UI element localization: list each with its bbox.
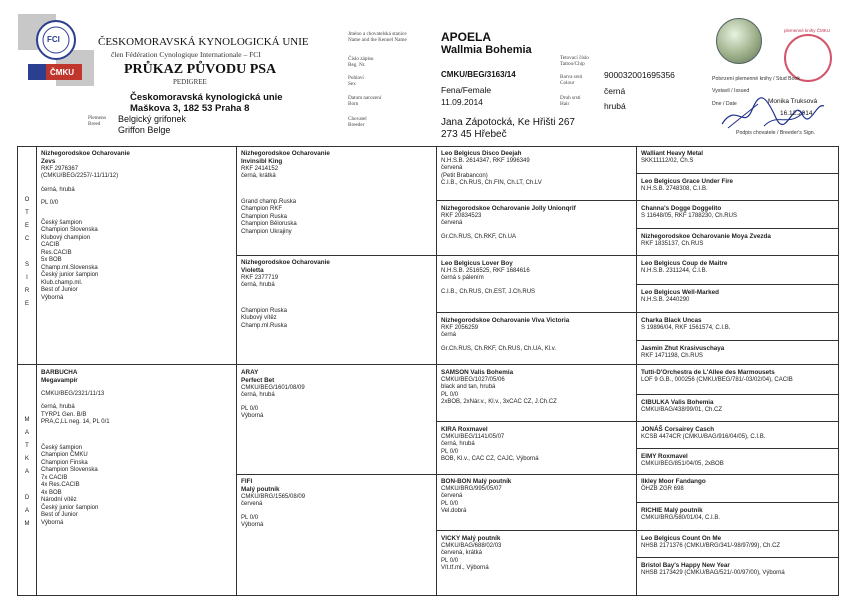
dog-info-line: NHSB 2171376 (CMKU/BRG/341/-98/97/99), Ch.CZ [641, 542, 781, 549]
dog-name: BON-BON Malý poutník [441, 478, 512, 485]
row-divider-gen4-4 [636, 340, 839, 341]
row-divider-gen4-6 [636, 448, 839, 449]
dog-info-line: N.H.S.B. 2311244, C.I.B. [641, 267, 708, 274]
dog-name: FIFI [241, 478, 253, 485]
dog-info-line: Výborná [241, 413, 264, 420]
chip-number: 900032001695356 [604, 70, 675, 80]
dog-info-line: Res.CACIB [41, 249, 72, 256]
dog-info-line: CMKU/BEG/2321/11/13 [41, 390, 105, 397]
dog-info-line: černá, hrubá [241, 392, 275, 399]
dog-info-line: Klubový vítěz [241, 315, 277, 322]
dog-info-line: RKF 2377719 [241, 274, 279, 281]
dog-info-line: červená [441, 493, 463, 500]
gen3-cell [441, 260, 535, 296]
dog-name: Channa's Dogge Doggelito [641, 205, 722, 212]
dog-info-line: Vel.dobrá [441, 508, 467, 515]
sex-label-en: Sex [348, 81, 356, 87]
dog-info-line: Národní vítěz [41, 497, 77, 504]
dog-info-line: 4x BOB [41, 489, 62, 496]
dog-name: Leo Belgicus Grace Under Fire [641, 178, 734, 185]
sex-label: Pohlaví [348, 75, 364, 81]
dog-name-line2: Zevs [41, 157, 56, 165]
gen4-cell [641, 507, 720, 522]
colour-label: Barva srsti [560, 74, 583, 80]
dog-name: BARBUCHA [41, 369, 78, 376]
dog-info-line: černá s pálením [441, 275, 484, 282]
logo-text-fci: FCI [47, 35, 60, 44]
dog-info-line: PL 0/0 [241, 514, 259, 521]
dog-info-line: Champion Ukrajiny [241, 228, 292, 235]
dog-info-line: C.I.B., Ch.RUS, Ch.FIN, Ch.LT, Ch.LV [441, 180, 542, 187]
row-divider-half [17, 364, 839, 365]
side-letter: S [24, 262, 29, 268]
row-divider-gen4-7 [636, 502, 839, 503]
grandsire-paternal-cell [241, 150, 330, 236]
dog-info-line: PL 0/0 [441, 391, 459, 398]
dog-name: Nizhegorodskoe Ocharovanie [241, 150, 330, 157]
dog-info-line: CMKU/BEG/851/04/05, 2xBOB [641, 460, 724, 467]
dog-info-line: Champion Slovenska [41, 227, 98, 234]
dog-name: JONÁŠ Corsairey Casch [641, 426, 715, 433]
side-letter: O [24, 197, 30, 203]
dog-name: Nizhegorodskoe Ocharovanie [241, 259, 330, 266]
col-divider-1 [36, 146, 37, 596]
dog-info-line: Champion Slovenska [41, 467, 98, 474]
dog-name: Nizhegorodskoe Ocharovanie Viva Victoria [441, 317, 570, 324]
date-label: Dne / Date [712, 101, 737, 107]
gen4-cell [641, 233, 771, 248]
col-divider-4 [636, 146, 637, 596]
dog-info-line: 7x CACIB [41, 474, 68, 481]
dog-info-line: TYRP1 Gen. B/B [41, 411, 87, 418]
dog-info-line: 4x Res.CACIB [41, 482, 80, 489]
hair-label: Druh srsti [560, 95, 581, 101]
born-value: 11.09.2014 [441, 97, 483, 107]
dog-info-line: N.H.S.B. 2614347, RKF 1996349 [441, 157, 530, 164]
dog-info-line: Grand champ.Ruska [241, 198, 297, 205]
gen4-cell [641, 317, 730, 332]
gen4-cell [641, 205, 737, 220]
gen3-cell [441, 426, 539, 464]
dog-name: VICKY Malý poutník [441, 535, 501, 542]
reg-label: Číslo zápisu [348, 56, 374, 62]
row-divider-gen4-3 [636, 284, 839, 285]
row-divider-gen4-8 [636, 557, 839, 558]
side-letter: I [26, 275, 28, 281]
breeder-line2: 273 45 Hřebeč [441, 129, 507, 140]
row-divider-gen3-1 [436, 200, 839, 201]
breeder-label-en: Breeder [348, 122, 365, 128]
dog-info-line: CACIB [41, 242, 60, 249]
dog-info-line: CMKU/BEG/1601/08/09 [241, 384, 305, 391]
gen4-cell [641, 150, 703, 165]
seal-text: plemenné knihy ČMKU [784, 28, 831, 33]
dog-info-line: CMKU/BRG/1565/08/09 [241, 493, 306, 500]
dog-info-line: S 19896/04, RKF 1561574, C.I.B. [641, 324, 731, 331]
issuer-name: Českomoravská kynologická unie [130, 92, 283, 103]
dog-info-line: Český šampion [41, 219, 83, 226]
gen4-cell [641, 426, 765, 441]
breeder-line1: Jana Zápotocká, Ke Hřišti 267 [441, 117, 575, 128]
dog-name: Leo Belgicus Lover Boy [441, 260, 513, 267]
dog-info-line: RKF 20834523 [441, 212, 482, 219]
dog-info-line: PL 0/0 [241, 405, 259, 412]
dog-info-line: Český junior šampion [41, 504, 99, 511]
dam-cell [41, 369, 110, 527]
dog-info-line: Klub.champ.ml. [41, 279, 83, 286]
signature-label: Podpis chovatele / Breeder's Sign. [736, 130, 816, 136]
signature-icon [718, 92, 828, 132]
dog-info-line: Výborná [41, 519, 64, 526]
dog-info-line: Klubový champion [41, 234, 91, 241]
dog-info-line: černá, krátká [241, 173, 276, 180]
dog-info-line: červená, krátká [441, 550, 483, 557]
dog-info-line: (CMKU/BEG/2257/-11/11/12) [41, 173, 119, 180]
row-divider-gen4-5 [636, 394, 839, 395]
dog-info-line: (Petit Brabancon) [441, 172, 488, 179]
gen4-cell [641, 562, 785, 577]
dog-info-line: černá, hrubá [441, 441, 475, 448]
dog-info-line: Český šampion [41, 444, 83, 451]
dog-info-line: Champion Běloruska [241, 221, 297, 228]
dog-info-line: ÖHZB ZGR 698 [641, 485, 684, 492]
plemeno-label-en: Breed [88, 121, 101, 127]
doc-subtitle: PEDIGREE [173, 78, 207, 86]
dog-info-line: černá, hrubá [241, 282, 275, 289]
issuer-address: Maškova 3, 182 53 Praha 8 [130, 103, 250, 114]
gen4-cell [641, 453, 724, 468]
dog-name-line2: Megavampír [41, 376, 78, 384]
dog-name: Nizhegorodskoe Ocharovanie Moya Zvezda [641, 233, 771, 240]
dog-info-line: CMKU/BEG/1027/05/06 [441, 376, 505, 383]
gen3-cell [441, 317, 569, 353]
dog-info-line: S 11648/05, RKF 1788230, Ch.RUS [641, 212, 737, 219]
dog-info-line: CMKU/BRG/580/01/04, C.I.B. [641, 514, 721, 521]
row-divider-gen4-1 [636, 173, 839, 174]
dog-info-line: červená [441, 220, 463, 227]
dog-info-line: CMKU/BEG/1141/05/07 [441, 433, 505, 440]
dog-info-line: BOB, Kl.v., CAC CZ, CAJC, Výborná [441, 456, 539, 463]
name-label: Jméno a chovatelská stanice [348, 31, 407, 37]
grandsire-maternal-cell [241, 369, 305, 421]
dog-name: ARAY [241, 369, 259, 376]
side-letter: T [25, 210, 29, 216]
dog-name: Walliant Heavy Metal [641, 150, 704, 157]
dog-name: Leo Belgicus Well-Marked [641, 289, 719, 296]
dog-info-line: červená [241, 501, 263, 508]
dog-info-line: RKF 2056259 [441, 324, 479, 331]
dog-info-line: N.H.S.B. 2516525, RKF 1684616 [441, 267, 530, 274]
dog-info-line: Vít.tf.ml., Výborná [441, 565, 489, 572]
dog-name: SAMSON Valis Bohemia [441, 369, 514, 376]
side-letter: D [24, 495, 30, 501]
row-divider-gen4-2 [636, 228, 839, 229]
dog-name: Leo Belgicus Count On Me [641, 535, 722, 542]
gen3-cell [441, 478, 511, 516]
dog-info-line: Champion RKF [241, 206, 283, 213]
gen4-cell [641, 289, 719, 304]
dog-info-line: N.H.S.B. 2748308, C.I.B. [641, 185, 708, 192]
dog-info-line: Champion Ruska [241, 213, 288, 220]
gen3-cell [441, 150, 542, 188]
dog-info-line: černá [441, 332, 457, 339]
doc-title: PRŮKAZ PŮVODU PSA [124, 62, 277, 77]
fci-logo [18, 14, 94, 86]
gen4-cell [641, 369, 793, 384]
row-divider-gen2-1 [236, 255, 839, 256]
dog-info-line: RKF 1471198, Ch.RUS [641, 352, 703, 359]
side-letter: T [25, 443, 29, 449]
reg-label-en: Reg. Nr. [348, 62, 366, 68]
tattoo-label: Tetovací číslo [560, 55, 589, 61]
row-divider-gen3-2 [436, 312, 839, 313]
dog-info-line: Výborná [241, 522, 264, 529]
gen4-cell [641, 535, 780, 550]
breeder-label: Chovatel [348, 116, 367, 122]
gen4-cell [641, 178, 733, 193]
dog-name: Leo Belgicus Disco Deejah [441, 150, 522, 157]
dog-info-line: PL 0/0 [441, 448, 459, 455]
dog-info-line: černá, hrubá [41, 404, 75, 411]
gen4-cell [641, 399, 722, 414]
dog-name: APOELA [441, 30, 492, 44]
dog-info-line: černá, hrubá [41, 186, 75, 193]
gen3-cell [441, 535, 501, 573]
plemeno-label: Plemeno [88, 115, 107, 121]
sex-value: Fena/Female [441, 85, 492, 95]
dog-name-line2: Perfect Bet [241, 376, 275, 384]
dog-name: Bristol Bay's Happy New Year [641, 562, 730, 569]
side-letter: M [24, 521, 30, 527]
dog-info-line: black and tan, hrubá [441, 384, 496, 391]
side-letter: M [24, 417, 30, 423]
dog-name: Ilkley Moor Fandango [641, 478, 706, 485]
issued-label: Vystavil / Issued [712, 88, 750, 94]
dog-name-line2: Invinsibl King [241, 157, 283, 165]
granddam-paternal-cell [241, 259, 330, 330]
row-divider-gen3-4 [436, 530, 839, 531]
hair-label-en: Hair [560, 101, 570, 107]
dog-name: Tutti-D'Orchestra de L'Allee des Marmousets [641, 369, 775, 376]
breed-cz: Belgický grifonek [118, 114, 187, 124]
dog-info-line: PRA,C,LL neg. 14, PL 0/1 [41, 419, 110, 426]
colour-label-en: Colour [560, 80, 575, 86]
dog-name-line2: Malý poutník [241, 485, 280, 493]
dog-info-line: LOF 9 G.B., 000256 (CMKU/BEG/781/-03/02/04), CACIB [641, 376, 793, 383]
row-divider-gen3-3 [436, 421, 839, 422]
studbook-seal-icon [784, 28, 832, 82]
dog-info-line: Best of Junior [41, 287, 78, 294]
dog-info-line: RKF 2976367 [41, 165, 79, 172]
dog-info-line: 5x BOB [41, 257, 62, 264]
dog-info-line: Champion ČMKU [41, 452, 88, 459]
dog-info-line: PL 0/0 [441, 500, 459, 507]
side-letter: A [24, 508, 29, 514]
dog-info-line: PL 0/0 [41, 200, 59, 207]
tattoo-label-en: Tattoo/Chip [560, 61, 585, 67]
dog-info-line: CMKU/BAG/438/99/01, Ch.CZ [641, 406, 723, 413]
dog-info-line: červená [441, 165, 463, 172]
dog-name: EIMY Roxmavel [641, 453, 688, 460]
dog-info-line: Český junior šampion [41, 272, 99, 279]
dog-info-line: Champion Ruska [241, 307, 288, 314]
born-label-en: Born [348, 101, 359, 107]
dog-info-line: Gr.Ch.RUS, Ch.RKF, Ch.RUS, Ch.UA, Kl.v. [441, 345, 556, 352]
dog-info-line: Champion Finska [41, 459, 88, 466]
dog-name: Nizhegorodskoe Ocharovanie [41, 150, 130, 157]
dog-info-line: Gr.Ch.RUS, Ch.RKF, Ch.UA [441, 233, 517, 240]
member-line: člen Fédération Cynologique Internationale – FCI [111, 50, 261, 59]
dog-name: CIBULKA Valis Bohemia [641, 399, 714, 406]
dog-info-line: CMKU/BAG/688/02/03 [441, 542, 502, 549]
side-letter: K [24, 456, 29, 462]
reg-number: CMKU/BEG/3163/14 [441, 70, 516, 79]
dog-info-line: SKK11112/02, Ch.S [641, 157, 694, 164]
issue-date: 16.12.2014 [780, 110, 813, 117]
side-letter: A [24, 430, 29, 436]
born-label: Datum narození [348, 95, 382, 101]
gen3-cell [441, 369, 557, 407]
dog-info-line: Champ.ml.Ruska [241, 322, 288, 329]
side-letter: E [24, 223, 29, 229]
dog-info-line: Výborná [41, 294, 64, 301]
kennel-name: Wallmia Bohemia [441, 44, 532, 56]
dog-info-line: PL 0/0 [441, 557, 459, 564]
sire-cell [41, 150, 130, 302]
breed-en: Griffon Belge [118, 125, 171, 135]
side-letter: R [24, 288, 30, 294]
gen3-cell [441, 205, 576, 241]
dog-info-line: Champ.ml.Slovenska [41, 264, 98, 271]
dog-info-line: RKF 2414152 [241, 165, 279, 172]
logo-text-cmku: ČMKU [50, 68, 74, 77]
dog-name: Jasmin Zhut Krasivuschaya [641, 345, 725, 352]
dog-info-line: CMKU/BRG/995/05/07 [441, 485, 502, 492]
dog-name: RICHIE Malý poutník [641, 507, 703, 514]
dog-info-line: NHSB 2173429 (CMKU/BAG/521/-00/97/00), Výborná [641, 569, 785, 576]
dog-info-line: RKF 1835137, Ch.RUS [641, 240, 704, 247]
dog-info-line: KCSB 4474CR (CMKU/BAG/916/04/05), C.I.B. [641, 433, 766, 440]
gen4-cell [641, 345, 724, 360]
granddam-maternal-cell [241, 478, 305, 530]
dog-info-line: 2xBOB, 2xNár.v., Kl.v., 3xCAC CZ, J.Ch.CZ [441, 399, 557, 406]
side-letter: C [24, 236, 30, 242]
hair-value: hrubá [604, 101, 626, 111]
hologram-icon [716, 18, 762, 64]
issuer-person: Monika Truksová [768, 98, 818, 105]
col-divider-2 [236, 146, 237, 596]
stamp-text: Potvrzení plemenné knihy / Stud Book [712, 76, 800, 82]
dog-name-line2: Violetta [241, 266, 264, 274]
gen4-cell [641, 260, 727, 275]
row-divider-gen2-2 [236, 474, 839, 475]
side-letter: A [24, 469, 29, 475]
dog-name: Leo Belgicus Coup de Maitre [641, 260, 728, 267]
dog-name: KIRA Roxmavel [441, 426, 488, 433]
dog-info-line: N.H.S.B. 2440290 [641, 296, 690, 303]
dog-info-line: C.I.B., Ch.RUS, Ch.EST, J.Ch.RUS [441, 288, 536, 295]
org-name: ČESKOMORAVSKÁ KYNOLOGICKÁ UNIE [98, 36, 309, 48]
side-letter: E [24, 301, 29, 307]
colour-value: černá [604, 86, 626, 96]
dog-name: Charka Black Uncas [641, 317, 702, 324]
dog-info-line: Best of Junior [41, 512, 78, 519]
dog-name: Nizhegorodskoe Ocharovanie Jolly Unionqrif [441, 205, 576, 212]
name-label-en: Name and the Kennel Name [348, 37, 407, 43]
gen4-cell [641, 478, 706, 493]
col-divider-3 [436, 146, 437, 596]
